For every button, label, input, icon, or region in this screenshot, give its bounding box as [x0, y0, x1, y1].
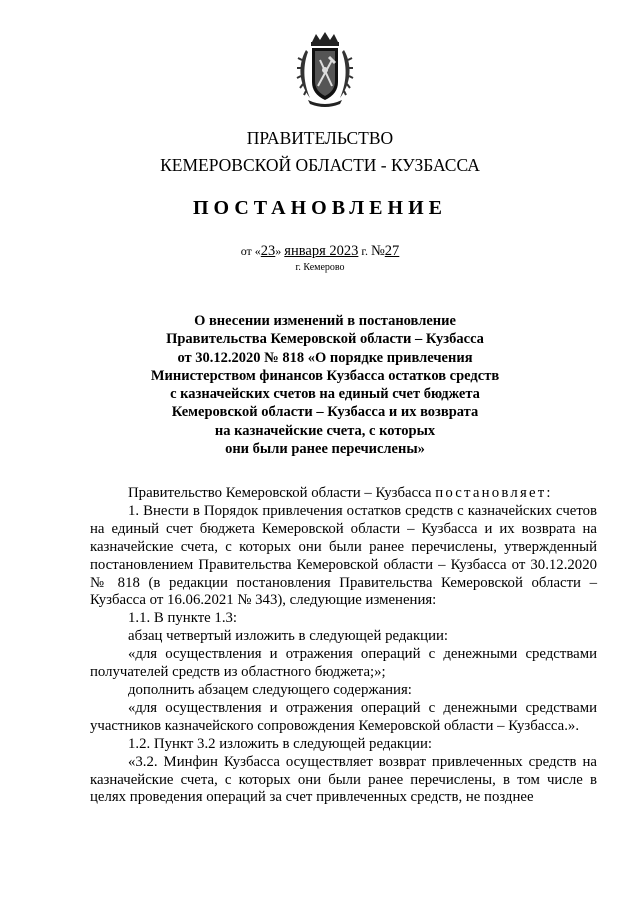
coat-of-arms-emblem — [296, 30, 354, 108]
subject-line: Кемеровской области – Кузбасса и их возврата — [171, 404, 479, 421]
date-prefix: от « — [240, 244, 261, 258]
decree-subject — [130, 312, 520, 458]
body-paragraph-1: 1. Внести в Порядок привлечения остатков средств с казначейских счетов на единый счет бюджета Кемеровской области – Кузбасса и их возврата на казначейские счета, с которых они были ранее перечислены, утвержденный постановлением Правительства Кемеровской области – Кузбасса от 30.12.2020 № 818 (в редакции постановления Правительства Кемеровской области – Кузбасса от 16.06.2021 № 343), следующие изменения: — [90, 502, 597, 609]
subject-line: Правительства Кемеровской области – Кузбасса — [166, 331, 484, 348]
subject-line: на казначейские счета, с которых — [214, 422, 436, 439]
body-paragraph-abzac: абзац четвертый изложить в следующей редакции: — [128, 628, 449, 645]
subject-line: от 30.12.2020 № 818 «О порядке привлечения — [177, 349, 473, 366]
body-paragraph-3-2: «3.2. Минфин Кузбасса осуществляет возврат привлеченных средств на казначейские счета, с которых они были ранее перечислены, в том числе в целях проведения операций за счет привлеченных средств, не позднее — [90, 753, 597, 806]
body-paragraph-1-2: 1.2. Пункт 3.2 изложить в следующей редакции: — [128, 735, 432, 752]
decree-number: 27 — [384, 243, 400, 259]
preamble-text: Правительство Кемеровской области – Кузбасса — [128, 485, 436, 501]
body-paragraph-supplement: дополнить абзацем следующего содержания: — [128, 681, 412, 698]
body-paragraph-quote-1: «для осуществления и отражения операций с денежными средствами получателей средств из областного бюджета;»; — [90, 646, 597, 681]
date-day: 23 — [260, 243, 276, 259]
decree-body — [90, 485, 597, 807]
date-quote-close: » — [275, 244, 282, 258]
subject-line: О внесении изменений в постановление — [194, 313, 456, 329]
preamble-colon: : — [546, 485, 551, 501]
decree-city: г. Кемерово — [295, 262, 345, 273]
number-sign: № — [370, 243, 385, 259]
government-name-line2: КЕМЕРОВСКОЙ ОБЛАСТИ - КУЗБАССА — [160, 155, 480, 175]
date-year-suffix: г. — [361, 244, 368, 258]
preamble-keyword: постановляет — [435, 485, 547, 501]
subject-line: с казначейских счетов на единый счет бюджета — [170, 386, 480, 403]
preamble-paragraph — [90, 485, 597, 503]
government-name-line1: ПРАВИТЕЛЬСТВО — [246, 128, 394, 148]
subject-line: они были ранее перечислены» — [225, 441, 425, 458]
date-month-year: января 2023 — [284, 243, 359, 259]
decree-dateline — [0, 243, 640, 260]
subject-line: Министерством финансов Кузбасса остатков средств — [150, 367, 500, 384]
document-type-title: ПОСТАНОВЛЕНИЕ — [193, 197, 447, 219]
body-paragraph-quote-2: «для осуществления и отражения операций с денежными средствами участников казначейского сопровождения Кемеровской области – Кузбасса.». — [90, 699, 597, 734]
body-paragraph-1-1: 1.1. В пункте 1.3: — [128, 610, 238, 627]
